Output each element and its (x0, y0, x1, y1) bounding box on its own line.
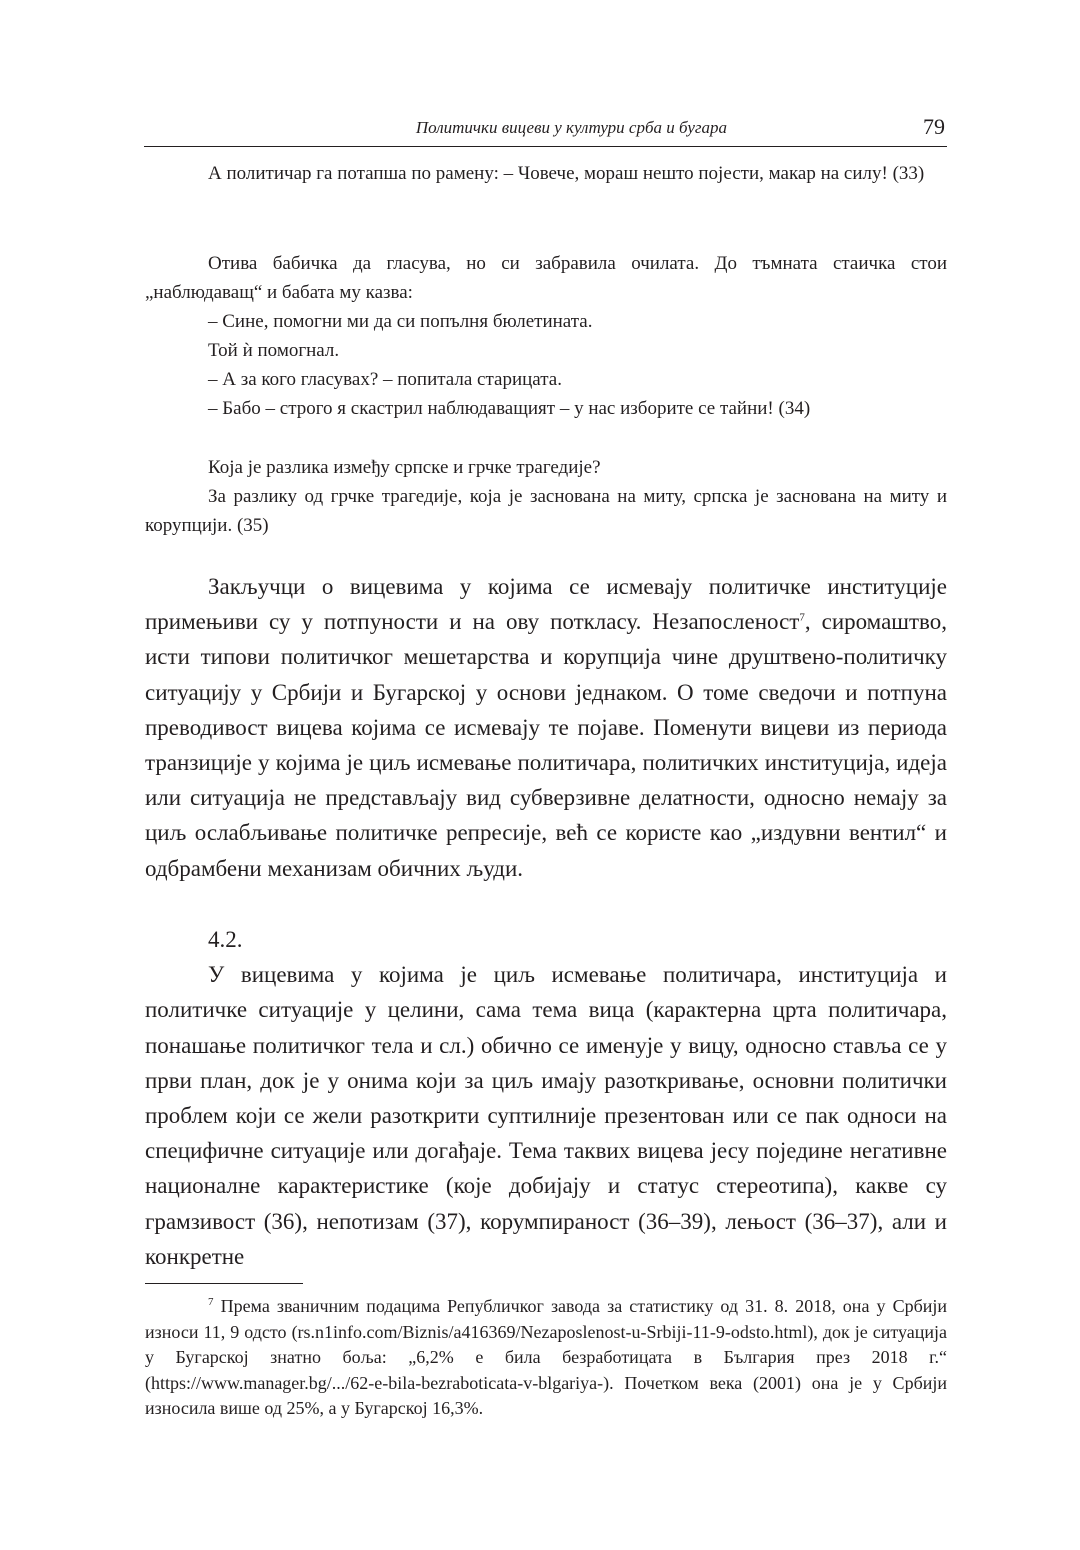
joke-34-line: Той ѝ помогнал. (208, 340, 340, 361)
joke-34-line: – Сине, помогни ми да си попълня бюлетината. (208, 311, 593, 332)
joke-34-line: – Бабо – строго я скастрил наблюдаващият – у нас изборите се тайни! (34) (208, 398, 811, 419)
running-title: Политички вицеви у култури срба и бугара (415, 118, 727, 137)
running-header (144, 114, 947, 147)
page-number: 79 (923, 114, 945, 139)
joke-35-question: Која је разлика између српске и грчке трагедије? (208, 457, 601, 478)
footnote-number: 7 (208, 1296, 214, 1308)
section-paragraph: У вицевима у којима је циљ исмевање политичара, институција и политичке ситуације у целини, сама тема вица (карактерна црта политичара, понашање политичког тела и сл.) обично се именује у вицу, односно ставља се у први план, док је у онима који за циљ имају разоткривање, основни политички проблем који се жели разоткрити суптилније презентован или се пак односи на специфичне ситуације или догађаје. Тема таквих вицева јесу поједине негативне националне карактеристике (које добијају и статус стереотипа), какве су грамзивост (36), непотизам (37), корумпираност (36–39), лењост (36–37), али и конкретне (145, 962, 947, 1269)
joke-34-intro: Отива бабичка да гласува, но си забравила очилата. До тъмната стаичка стои „наблюдаващ“ и бабата му казва: (145, 253, 947, 303)
joke-34 (145, 249, 947, 423)
joke-35-answer: За разлику од грчке трагедије, која је заснована на миту, српска је заснована на миту и корупцији. (35) (145, 486, 947, 536)
joke-33-text: А политичар га потапша по рамену: – Човече, мораш нешто појести, макар на силу! (33) (208, 163, 925, 184)
footnote-separator (145, 1283, 303, 1284)
joke-34-line: – А за кого гласувах? – попитала старицата. (208, 369, 562, 390)
joke-33 (145, 159, 947, 188)
section-number: 4.2. (208, 927, 243, 952)
paragraph-text: , сиромаштво, исти типови политичког мешетарства и корупција чине друштвено-политичку ситуацију у Србији и Бугарској у основи једнаком. О томе сведочи и потпуна преводивост вицева којима се исмевају те појаве. Поменути вицеви из периода транзиције у којима је циљ исмевање политичара, политичких институција, идеја или ситуација не представљају вид субверзивне делатности, односно немају за циљ ослабљивање политичке репресије, већ се користе као „издувни вентил“ и одбрамбени механизам обичних људи. (145, 609, 948, 881)
footnote-text: Према званичним подацима Републичког завода за статистику од 31. 8. 2018, она у Србији износи 11, 9 одсто (rs.n1info.com/Biznis/a416369/Nezaposlenost-u-Srbiji-11-9-odsto.html), док је ситуација у Бугарској знатно боља: „6,2% е била безработицата в България през 2018 г.“ (https://www.manager.bg/.../62-e-bila-bezraboticata-v-blgariya-). Почетком века (2001) она је у Србији износила више од 25%, а у Бугарској 16,3%. (145, 1296, 947, 1418)
footnote-reference: 7 (799, 611, 805, 624)
conclusion-paragraph (145, 569, 947, 886)
joke-35 (145, 453, 947, 540)
section-4-2 (145, 922, 947, 1274)
paragraph-text: Закључци о вицевима у којима се исмевају политичке институције примењиви су у потпуности и на ову поткласу. Незапосленост (145, 574, 947, 635)
footnote (145, 1294, 947, 1422)
